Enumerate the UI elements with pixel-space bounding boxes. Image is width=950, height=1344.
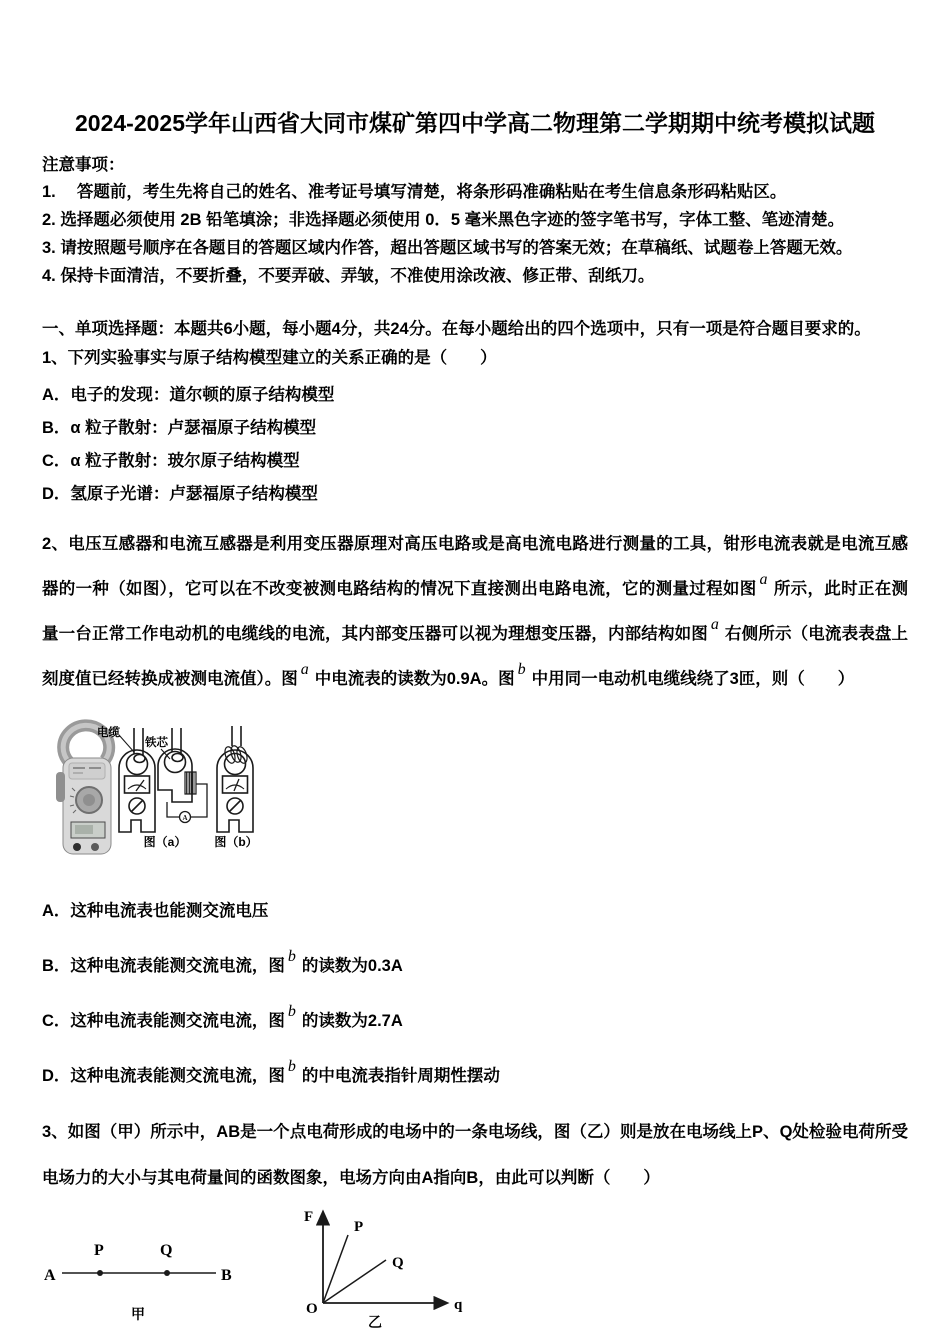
notice-section — [42, 152, 908, 290]
notice-item-1: 1. 答题前，考生先将自己的姓名、准考证号填写清楚，将条形码准确粘贴在考生信息条形码粘贴区。 — [42, 183, 787, 201]
notice-item-3: 3. 请按照题号顺序在各题目的答题区域内作答，超出答题区域书写的答案无效；在草稿纸、试题卷上答题无效。 — [42, 239, 853, 257]
point-a-label: A — [44, 1267, 56, 1284]
question-1-option-a: A．电子的发现：道尔顿的原子结构模型 — [42, 386, 335, 404]
question-2-stem: 2、电压互感器和电流互感器是利用变压器原理对高压电路或是高电流电路进行测量的工具，钳形电流表就是电流互感器的一种（如图），它可以在不改变被测电路结构的情况下直接测出电路电流，它的测量过程如图$^a$所示，此时正在测量一台正常工作电动机的电缆线的电流，其内部变压器可以视为理想变压器，内部结构如图$^a$右侧所示（电流表表盘上刻度值已经转换成被测电流值）。图$^a$中电流表的读数为0.9A。图$^b$中用同一电动机电缆线绕了3匝，则（ ） — [42, 535, 909, 688]
question-3-stem: 3、如图（甲）所示中，AB是一个点电荷形成的电场中的一条电场线，图（乙）则是放在电场线上P、Q处检验电荷所受电场力的大小与其电荷量间的函数图象，电场方向由A指向B，由此可以判断（ ） — [42, 1123, 908, 1187]
question-1-option-c: C．α 粒子散射：玻尔原子结构模型 — [42, 452, 300, 470]
point-b-label: B — [221, 1267, 232, 1284]
iron-core-label: 铁芯 — [145, 737, 168, 749]
line-q-label: Q — [392, 1255, 404, 1271]
question-3 — [42, 1109, 908, 1338]
figure-yi-caption: 乙 — [368, 1314, 382, 1330]
figure-a-caption: 图（a） — [143, 835, 187, 849]
axis-q-label: q — [454, 1297, 463, 1313]
diagram-b-clamp — [217, 726, 253, 832]
clamp-meter-photo — [56, 725, 111, 854]
question-1-option-b: B．α 粒子散射：卢瑟福原子结构模型 — [42, 419, 317, 437]
point-p-label: P — [94, 1242, 104, 1259]
figure-jia — [34, 1203, 246, 1333]
question-2-option-d: D．这种电流表能测交流电流，图$^b$的中电流表指针周期性摆动 — [42, 1058, 500, 1085]
question-2-option-c: C．这种电流表能测交流电流，图$^b$的读数为2.7A — [42, 1003, 403, 1030]
line-p-label: P — [354, 1219, 364, 1235]
figure-b-caption: 图（b） — [214, 835, 258, 849]
question-2-option-a: A．这种电流表也能测交流电压 — [42, 902, 269, 920]
axis-f-label: F — [304, 1209, 314, 1225]
notice-heading: 注意事项： — [42, 156, 125, 174]
point-q-label: Q — [160, 1242, 173, 1259]
question-1-stem: 1、下列实验事实与原子结构模型建立的关系正确的是（ ） — [42, 349, 497, 367]
question-3-figures — [42, 1203, 908, 1338]
origin-label: O — [306, 1301, 318, 1317]
question-1-option-d: D．氢原子光谱：卢瑟福原子结构模型 — [42, 485, 318, 503]
exam-title: 2024-2025学年山西省大同市煤矿第四中学高二物理第二学期期中统考模拟试题 — [75, 110, 875, 136]
question-1 — [42, 345, 908, 504]
figure-yi — [296, 1203, 481, 1338]
section-1-heading: 一、单项选择题：本题共6小题，每小题4分，共24分。在每小题给出的四个选项中，只有一项是符合题目要求的。 — [42, 320, 871, 338]
figure-jia-caption: 甲 — [131, 1306, 145, 1322]
figure-annotations — [97, 725, 258, 849]
notice-item-4: 4. 保持卡面清洁，不要折叠，不要弄破、弄皱，不准使用涂改液、修正带、刮纸刀。 — [42, 267, 655, 285]
question-2-figure — [55, 714, 270, 862]
question-2 — [42, 522, 908, 1087]
notice-item-2: 2. 选择题必须使用 2B 铅笔填涂；非选择题必须使用 0．5 毫米黑色字迹的签字笔书写，字体工整、笔迹清楚。 — [42, 211, 845, 229]
ammeter-label: A — [182, 814, 188, 822]
cable-label: 电缆 — [97, 727, 120, 739]
question-2-option-b: B．这种电流表能测交流电流，图$^b$的读数为0.3A — [42, 948, 403, 975]
